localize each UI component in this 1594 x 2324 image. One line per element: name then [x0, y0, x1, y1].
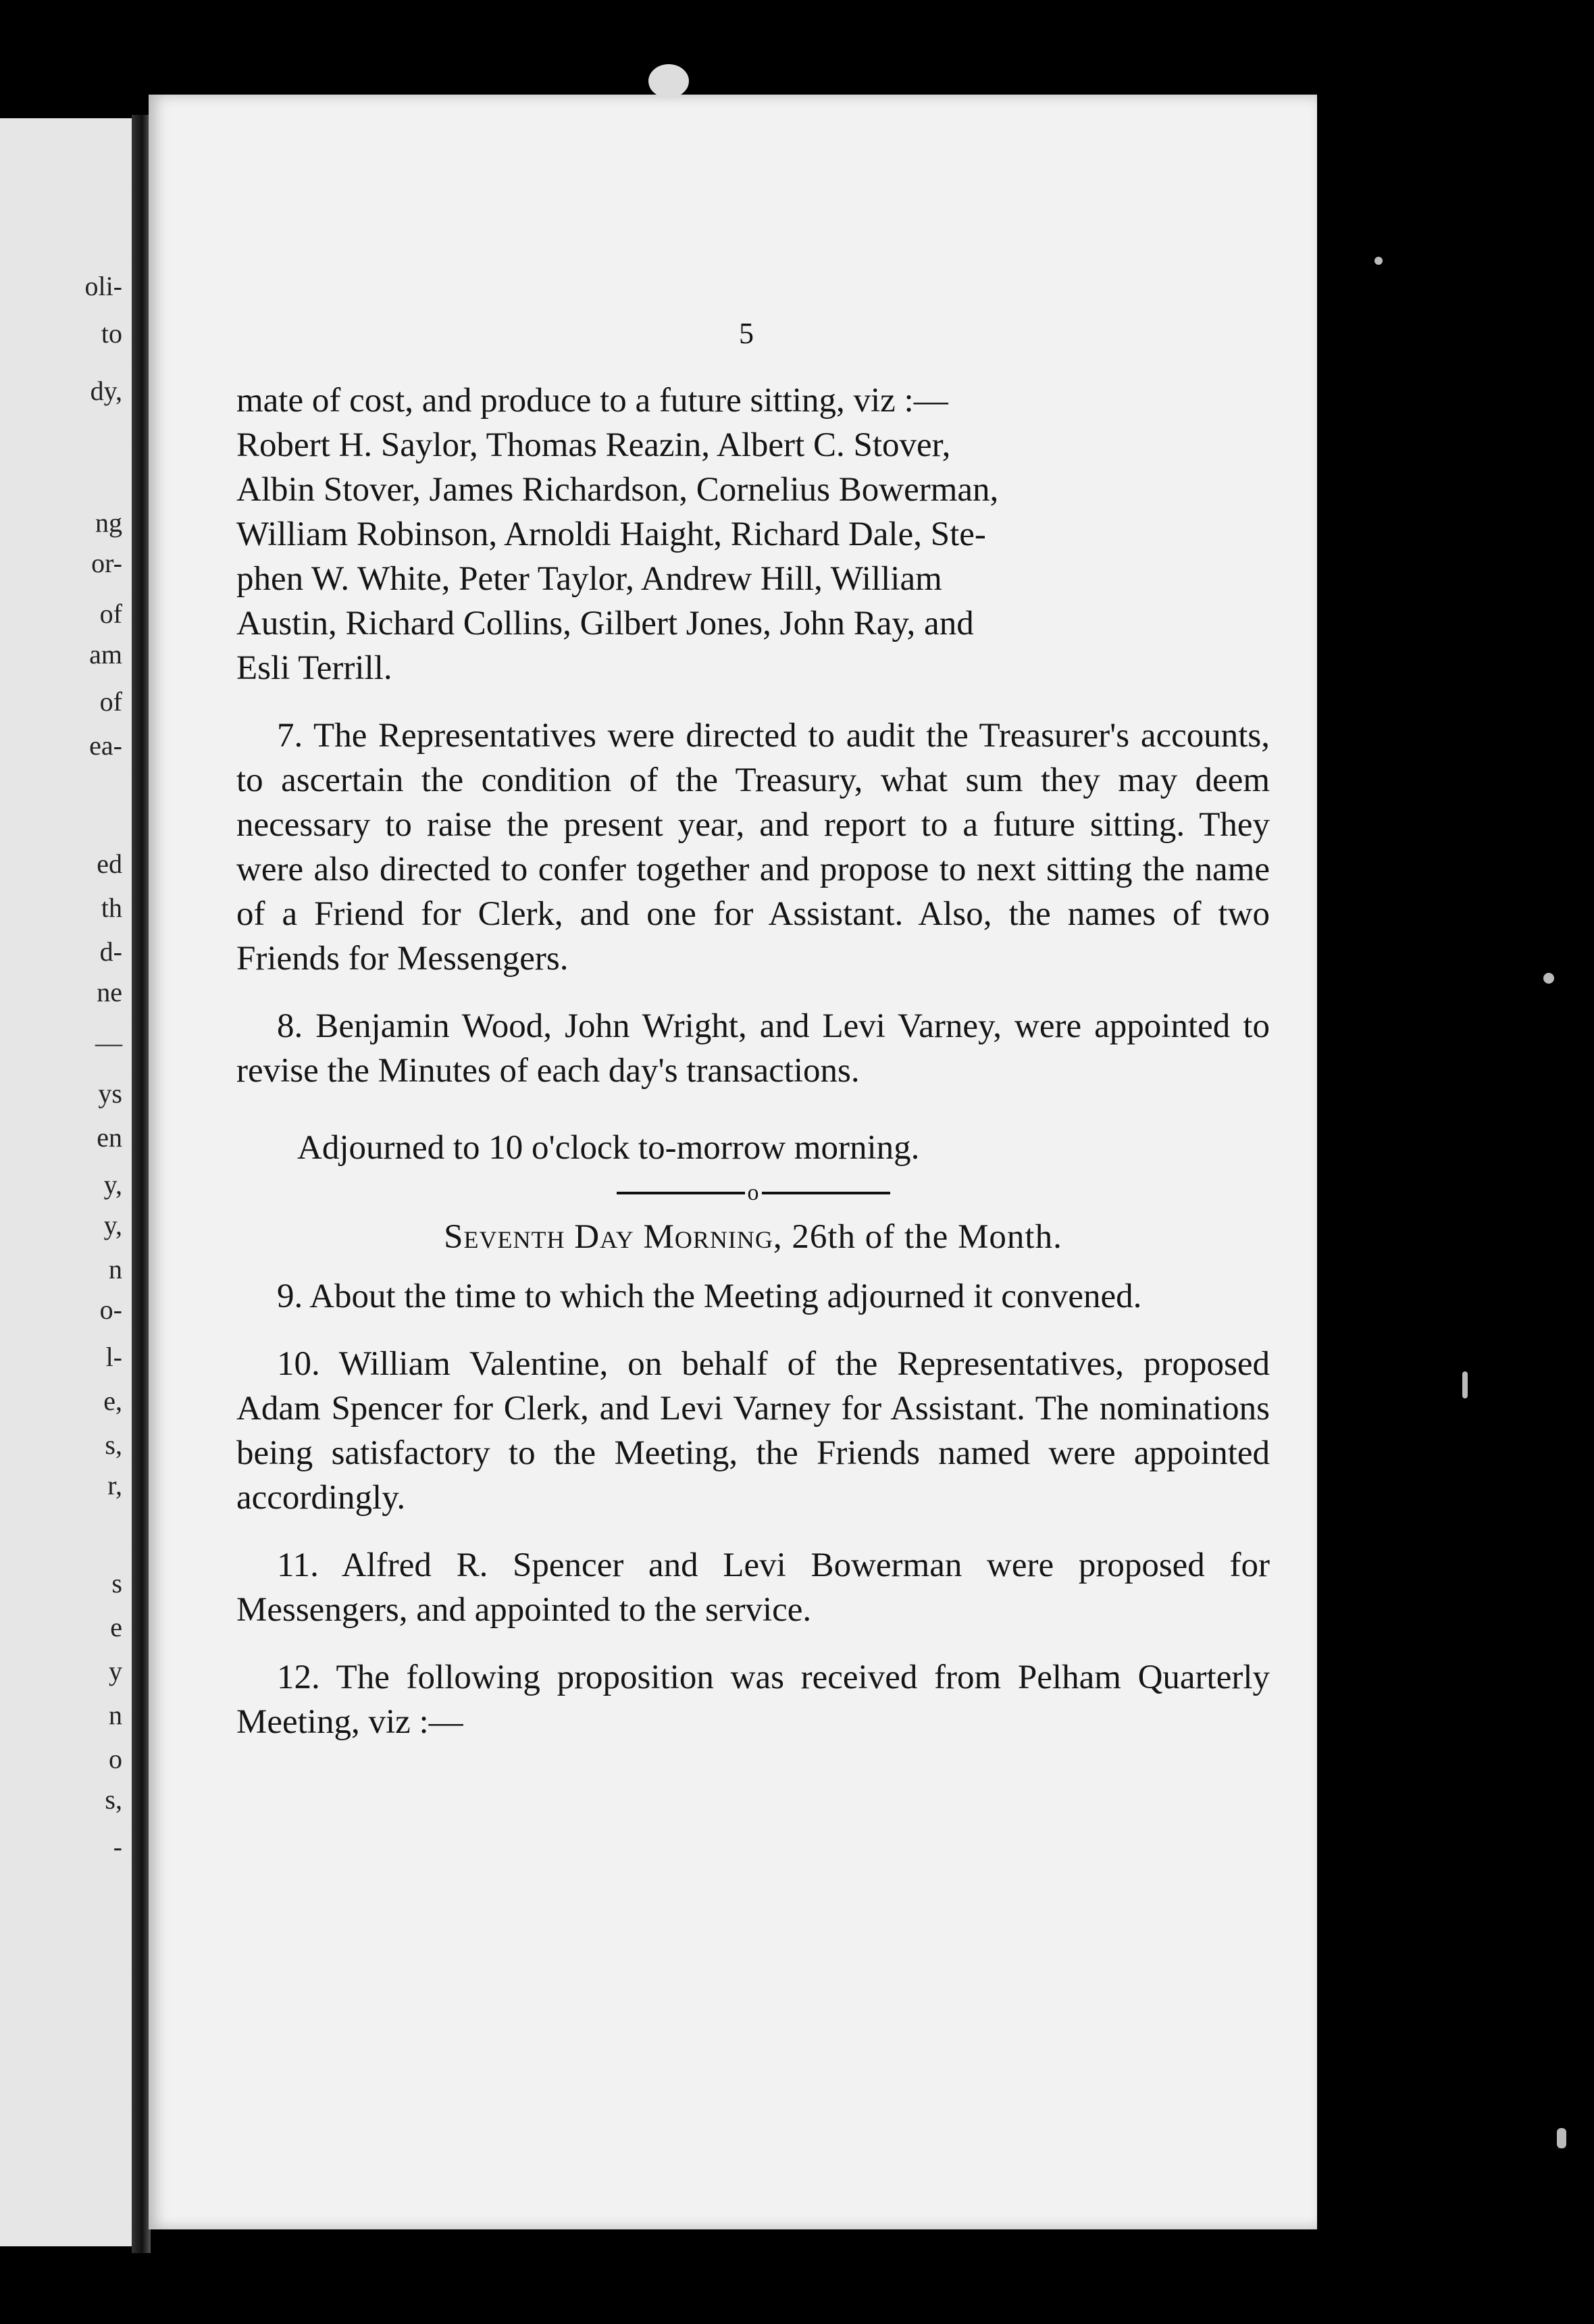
- left-page-fragment: —: [95, 1028, 122, 1058]
- left-page-fragment: of: [99, 686, 122, 717]
- session-heading-date: 26th of the Month.: [782, 1218, 1062, 1256]
- left-page-fragment: ea-: [89, 730, 122, 761]
- minute-item-10: 10. William Valentine, on behalf of the Representatives, proposed Adam Spencer for Clerk, and Levi Varney for Assistant. The nominations being satisfactory to the Meeting, the Friends named were appointed accordingly.: [236, 1345, 1270, 1517]
- left-page-fragment: n: [109, 1254, 122, 1284]
- session-heading: [236, 1215, 1270, 1259]
- left-page-fragment: oli-: [84, 271, 122, 301]
- left-page-fragment: th: [101, 892, 122, 923]
- text-line: Albin Stover, James Richardson, Cornelius Bowerman,: [236, 471, 999, 509]
- left-page-fragment: y: [109, 1656, 122, 1686]
- left-page-fragment: dy,: [90, 376, 122, 406]
- divider-line-left: [617, 1192, 745, 1194]
- left-page-fragment: s: [111, 1568, 122, 1598]
- adjournment-note: Adjourned to 10 o'clock to-morrow morning.: [297, 1129, 920, 1167]
- dust-speck: [1543, 973, 1554, 984]
- left-page-fragment: am: [89, 639, 122, 670]
- left-page-fragment: l-: [105, 1342, 122, 1372]
- left-page-fragment: o: [109, 1744, 122, 1774]
- minute-item-11: 11. Alfred R. Spencer and Levi Bowerman were proposed for Messengers, and appointed to the service.: [236, 1546, 1270, 1629]
- left-page-fragment: en: [97, 1122, 122, 1153]
- minute-item-8: 8. Benjamin Wood, John Wright, and Levi Varney, were appointed to revise the Minutes of each day's transactions.: [236, 1007, 1270, 1090]
- text-line: phen W. White, Peter Taylor, Andrew Hill, William: [236, 560, 942, 598]
- left-page-fragment: e: [110, 1612, 122, 1642]
- left-page-fragment: o-: [99, 1294, 122, 1325]
- dust-speck: [1374, 257, 1383, 265]
- left-page: [0, 118, 138, 2246]
- dust-speck: [1462, 1371, 1468, 1398]
- minute-item-12: 12. The following proposition was received from Pelham Quarterly Meeting, viz :—: [236, 1659, 1270, 1741]
- left-page-fragment: y,: [103, 1169, 122, 1200]
- text-line: Robert H. Saylor, Thomas Reazin, Albert C. Stover,: [236, 426, 951, 464]
- text-line: Esli Terrill.: [236, 649, 392, 687]
- left-page-fragments: [0, 118, 138, 2246]
- text-line: mate of cost, and produce to a future sitting, viz :—: [236, 382, 948, 420]
- book-gutter: [132, 115, 151, 2253]
- left-page-fragment: n: [109, 1700, 122, 1730]
- text-line: Austin, Richard Collins, Gilbert Jones, John Ray, and: [236, 605, 974, 642]
- left-page-fragment: or-: [91, 548, 122, 578]
- page-body: [236, 378, 1270, 1744]
- continuation-list: [236, 378, 1270, 690]
- left-page-fragment: e,: [103, 1386, 122, 1416]
- minute-item-9: 9. About the time to which the Meeting adjourned it convened.: [277, 1278, 1142, 1315]
- left-page-fragment: ed: [97, 849, 122, 879]
- left-page-fragment: to: [101, 318, 122, 349]
- session-heading-day: Seventh Day Morning,: [444, 1218, 783, 1256]
- left-page-fragment: -: [113, 1832, 122, 1862]
- right-page: [149, 95, 1317, 2229]
- left-page-fragment: of: [99, 599, 122, 629]
- left-page-fragment: ng: [95, 507, 122, 538]
- dust-speck: [1557, 2128, 1566, 2148]
- page-number: 5: [739, 317, 754, 350]
- left-page-fragment: y,: [103, 1210, 122, 1240]
- section-divider: [236, 1180, 1270, 1207]
- minute-item-7: 7. The Representatives were directed to audit the Treasurer's accounts, to ascertain the condition of the Treasury, what sum they may deem necessary to raise the present year, and report to a future sitting. They were also directed to confer together and propose to next sitting the name of a Friend for Clerk, and one for Assistant. Also, the names of two Friends for Messengers.: [236, 717, 1270, 978]
- divider-mark: o: [747, 1180, 759, 1205]
- text-line: William Robinson, Arnoldi Haight, Richard Dale, Ste-: [236, 515, 986, 553]
- left-page-fragment: s,: [105, 1430, 122, 1460]
- left-page-fragment: ne: [97, 977, 122, 1007]
- dust-speck: [648, 64, 689, 98]
- left-page-fragment: r,: [107, 1470, 122, 1500]
- left-page-fragment: ys: [98, 1078, 122, 1109]
- left-page-fragment: d-: [99, 936, 122, 967]
- divider-line-right: [762, 1192, 890, 1194]
- left-page-fragment: s,: [105, 1784, 122, 1815]
